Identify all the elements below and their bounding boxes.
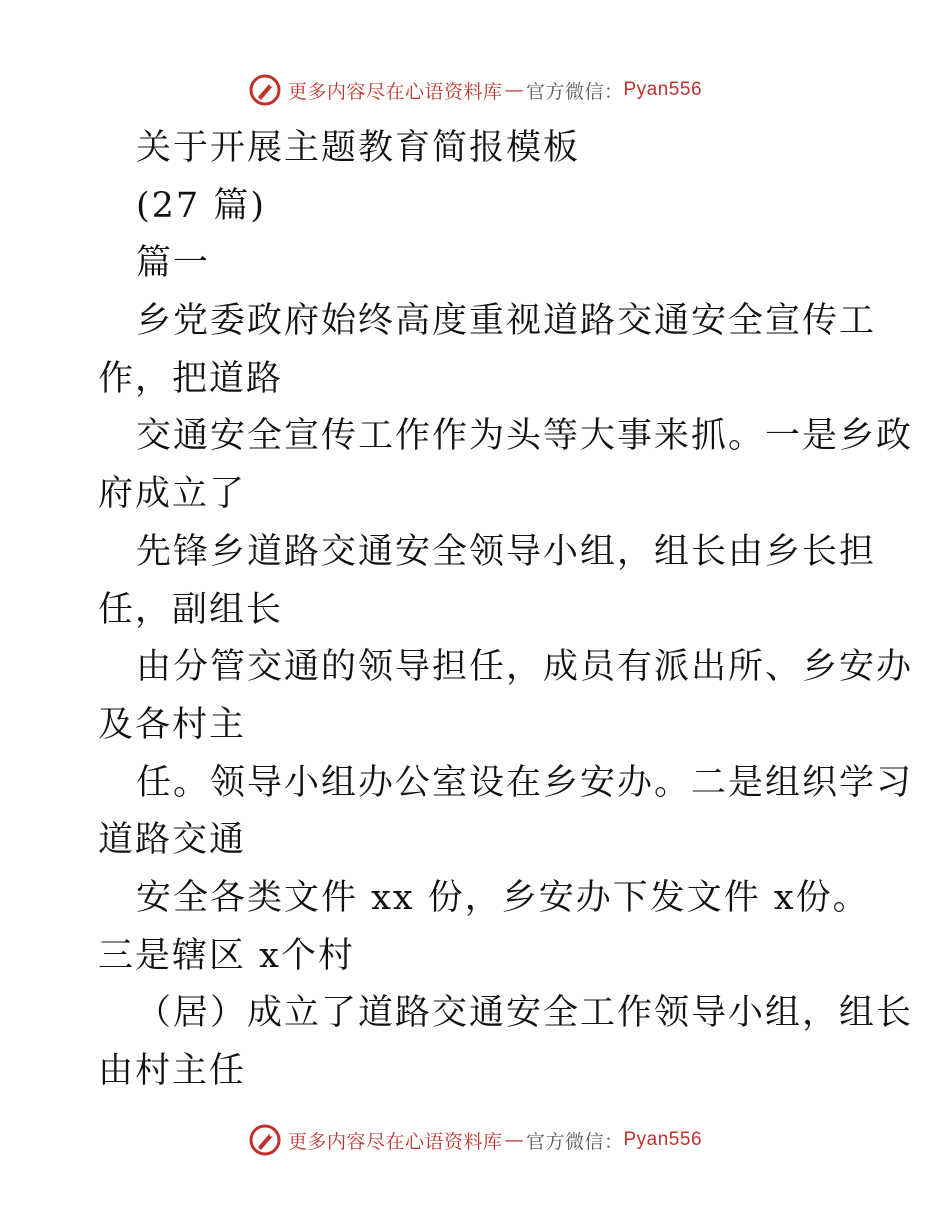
paragraph-line: 先锋乡道路交通安全领导小组，组长由乡长担	[136, 531, 877, 572]
watermark-dash: —	[504, 1129, 524, 1151]
watermark-id: Pyan556	[623, 79, 703, 100]
paragraph-line: 三是辖区 x个村	[98, 935, 355, 976]
paragraph-line: 由村主任	[98, 1051, 247, 1091]
paragraph-line: 府成立了	[98, 474, 247, 515]
paragraph-line: 交通安全宣传工作作为头等大事来抓。一是乡政	[136, 416, 914, 457]
document-subtitle: (27 篇)	[136, 185, 266, 226]
paragraph-line: 乡党委政府始终高度重视道路交通安全宣传工	[136, 301, 877, 342]
section-heading: 篇一	[136, 243, 211, 284]
pen-logo-icon	[248, 1123, 282, 1157]
watermark-footer	[0, 1120, 950, 1160]
watermark-id: Pyan556	[623, 1129, 703, 1150]
watermark-label: 官方微信：	[525, 80, 624, 103]
paragraph-line: （居）成立了道路交通安全工作领导小组，组长	[136, 993, 914, 1034]
watermark-dash: —	[504, 79, 524, 101]
paragraph-line: 任，副组长	[98, 589, 284, 630]
watermark-label: 官方微信：	[525, 1130, 624, 1153]
document-title: 关于开展主题教育简报模板	[136, 128, 581, 168]
watermark-header	[0, 70, 950, 110]
paragraph-line: 由分管交通的领导担任，成员有派出所、乡安办	[136, 647, 914, 688]
paragraph-line: 道路交通	[98, 820, 247, 861]
paragraph-line: 作，把道路	[98, 358, 284, 399]
watermark-text: 更多内容尽在心语资料库	[287, 1130, 503, 1153]
watermark-text: 更多内容尽在心语资料库	[287, 80, 503, 103]
document-body	[98, 120, 914, 1101]
paragraph-line: 安全各类文件 xx 份，乡安办下发文件 x份。	[136, 877, 870, 918]
paragraph-line: 任。领导小组办公室设在乡安办。二是组织学习	[136, 762, 914, 803]
pen-logo-icon	[248, 73, 282, 107]
paragraph-line: 及各村主	[98, 704, 247, 745]
